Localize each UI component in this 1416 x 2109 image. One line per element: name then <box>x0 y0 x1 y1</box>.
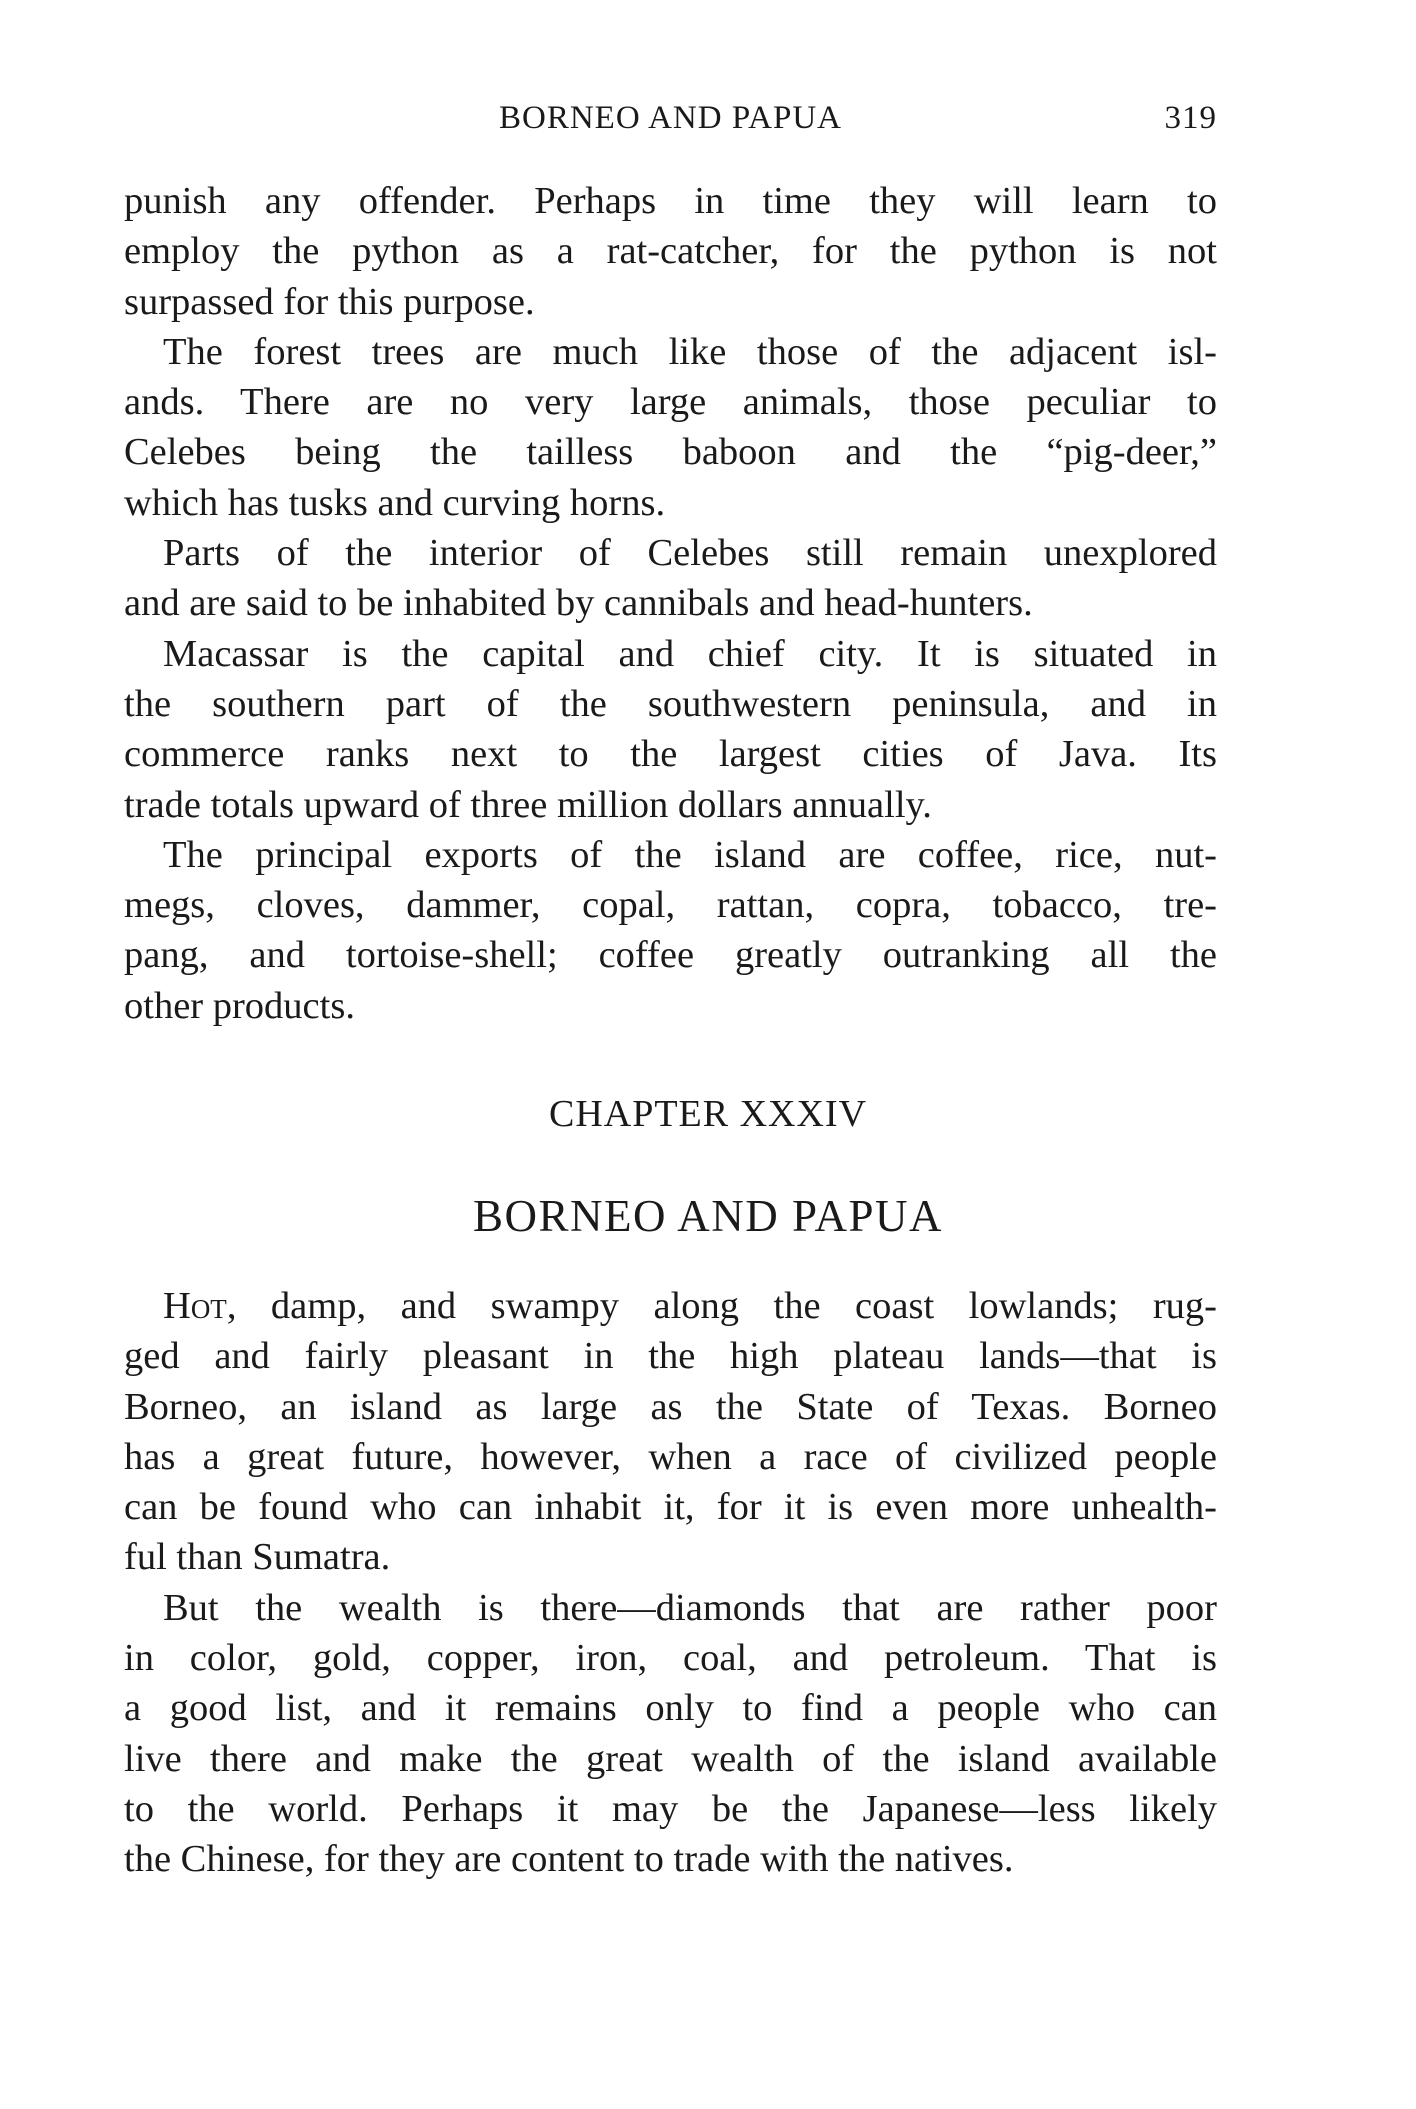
text-line: the southern part of the southwestern peninsula, and in <box>124 682 1217 725</box>
text-line: the Chinese, for they are content to trade with the natives. <box>124 1838 1014 1881</box>
paragraph <box>124 629 1217 830</box>
text-line: to the world. Perhaps it may be the Japanese—less likely <box>124 1787 1217 1830</box>
text-line: megs, cloves, dammer, copal, rattan, copra, tobacco, tre- <box>124 884 1217 927</box>
text-line: live there and make the great wealth of the island available <box>124 1737 1217 1780</box>
paragraph <box>124 830 1217 1031</box>
text-section-before-chapter <box>124 176 1217 1031</box>
paragraph <box>124 528 1217 629</box>
paragraph <box>124 176 1217 327</box>
text-line: which has tusks and curving horns. <box>124 481 666 524</box>
text-line: Macassar is the capital and chief city. It is situated in <box>163 632 1217 675</box>
text-line: Borneo, an island as large as the State of Texas. Borneo <box>124 1385 1217 1428</box>
text-line: ged and fairly pleasant in the high plateau lands—that is <box>124 1335 1217 1378</box>
text-line: and are said to be inhabited by cannibals and head-hunters. <box>124 582 1033 625</box>
text-line: ands. There are no very large animals, those peculiar to <box>124 381 1217 424</box>
text-line: The forest trees are much like those of the adjacent isl- <box>163 330 1217 373</box>
chapter-body <box>124 1281 1217 1885</box>
text-line: other products. <box>124 984 355 1027</box>
text-line: The principal exports of the island are coffee, rice, nut- <box>163 833 1217 876</box>
page-header <box>124 100 1217 144</box>
chapter-title: BORNEO AND PAPUA <box>473 1191 943 1241</box>
text-line: Hot, damp, and swampy along the coast lowlands; rug- <box>163 1285 1217 1327</box>
text-line: commerce ranks next to the largest cities of Java. Its <box>124 733 1217 776</box>
text-line: surpassed for this purpose. <box>124 280 535 323</box>
text-line: But the wealth is there—diamonds that are rather poor <box>163 1586 1217 1629</box>
text-line: employ the python as a rat-catcher, for the python is not <box>124 230 1217 273</box>
text-line: can be found who can inhabit it, for it is even more unhealth- <box>124 1486 1217 1529</box>
text-line: trade totals upward of three million dollars annually. <box>124 783 932 826</box>
text-line: ful than Sumatra. <box>124 1536 391 1579</box>
chapter-number: CHAPTER XXXIV <box>548 1093 868 1135</box>
running-title: BORNEO AND PAPUA <box>498 100 843 136</box>
text-line: has a great future, however, when a race of civilized people <box>124 1435 1217 1478</box>
page-number: 319 <box>1164 100 1217 136</box>
text-line: punish any offender. Perhaps in time they will learn to <box>124 180 1217 222</box>
text-line: pang, and tortoise-shell; coffee greatly outranking all the <box>124 934 1217 977</box>
paragraph <box>124 327 1217 528</box>
paragraph <box>124 1583 1217 1885</box>
text-line: Parts of the interior of Celebes still remain unexplored <box>163 532 1217 575</box>
paragraph <box>124 1281 1217 1583</box>
text-line: Celebes being the tailless baboon and the “pig-deer,” <box>124 431 1217 474</box>
text-line: in color, gold, copper, iron, coal, and petroleum. That is <box>124 1637 1217 1680</box>
text-line: a good list, and it remains only to find a people who can <box>124 1687 1217 1730</box>
